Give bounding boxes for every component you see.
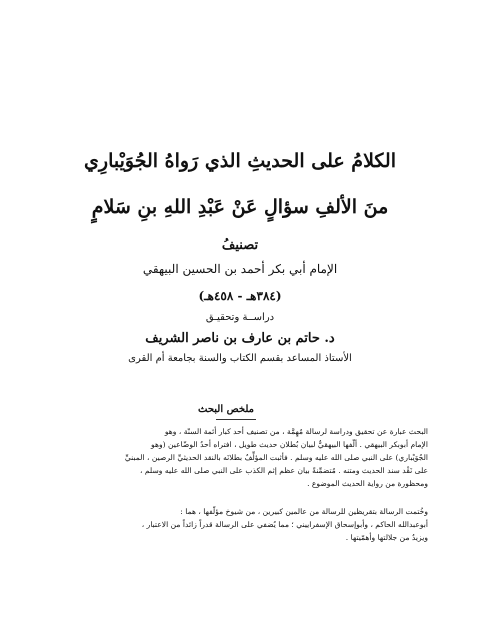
paragraph-line: البحث عبارة عن تحقيق ودراسة لرسالة مُهِمَّة ، من تصنيف أحد كبار أئمة السنّة ، وهو: [164, 427, 428, 436]
summary-heading-underline: [216, 419, 256, 420]
paragraph-line: ومحظورة من رواية الحديث الموضوع .: [307, 479, 428, 488]
editor-name: د. حاتم بن عارف بن ناصر الشريف: [145, 331, 335, 346]
author-dates: (٣٨٤هـ - ٤٥٨هـ): [198, 289, 282, 303]
compiled-by-label: تصنيفُ: [221, 238, 259, 253]
paragraph-line: الإمام أبوبكر البيهقي . ألّفها البيهقيُّ لبيان بُطلان حديث طويل ، افتراه أحدُ الوضّاعين (وهو: [151, 440, 428, 449]
paragraph-line: الجُوَيْباري) على النبي صلى الله عليه وسلم . فأثبت المؤلِّفُ بطلانَه بالنقد الحديثيِّ الرصين ، المبنيِّ: [124, 453, 428, 462]
paragraph-line: على نَقْد سند الحديث ومتنه . مُتضمِّنةً بيان عظم إثم الكذب على النبي صلى الله عليه وسلم ،: [140, 466, 428, 475]
paragraph-line: ويزيدُ من جلالتها وأهمّيتها .: [345, 533, 428, 542]
study-label: دراســة وتحقيـق: [205, 312, 275, 323]
paragraph-line: وخُتمت الرسالة بتقريظين للرسالة من عالمين كبيرين ، من شيوخ مؤلّفها ، هما :: [180, 507, 428, 516]
summary-paragraph-2: [48, 505, 428, 544]
author-name: الإمام أبي بكر أحمد بن الحسين البيهقي: [142, 262, 338, 276]
paragraph-line: أبوعبدالله الحاكم ، وأبوإسحاق الإسفراييني ؛ مما يُضفي على الرسالة قدراً زائداً من الاعتبار ،: [141, 520, 428, 529]
document-title-line-1: الكلامُ على الحديثِ الذي رَواهُ الجُوَيْبارِي: [84, 150, 396, 172]
summary-heading: ملخص البحث: [198, 404, 254, 415]
summary-paragraph-1: [48, 425, 428, 490]
editor-position: الأستاذ المساعد بقسم الكتاب والسنة بجامعة أم القرى: [128, 353, 352, 364]
document-title-line-2: منَ الألفِ سؤالٍ عَنْ عَبْدِ اللهِ بنِ سَلامٍ: [91, 196, 389, 218]
